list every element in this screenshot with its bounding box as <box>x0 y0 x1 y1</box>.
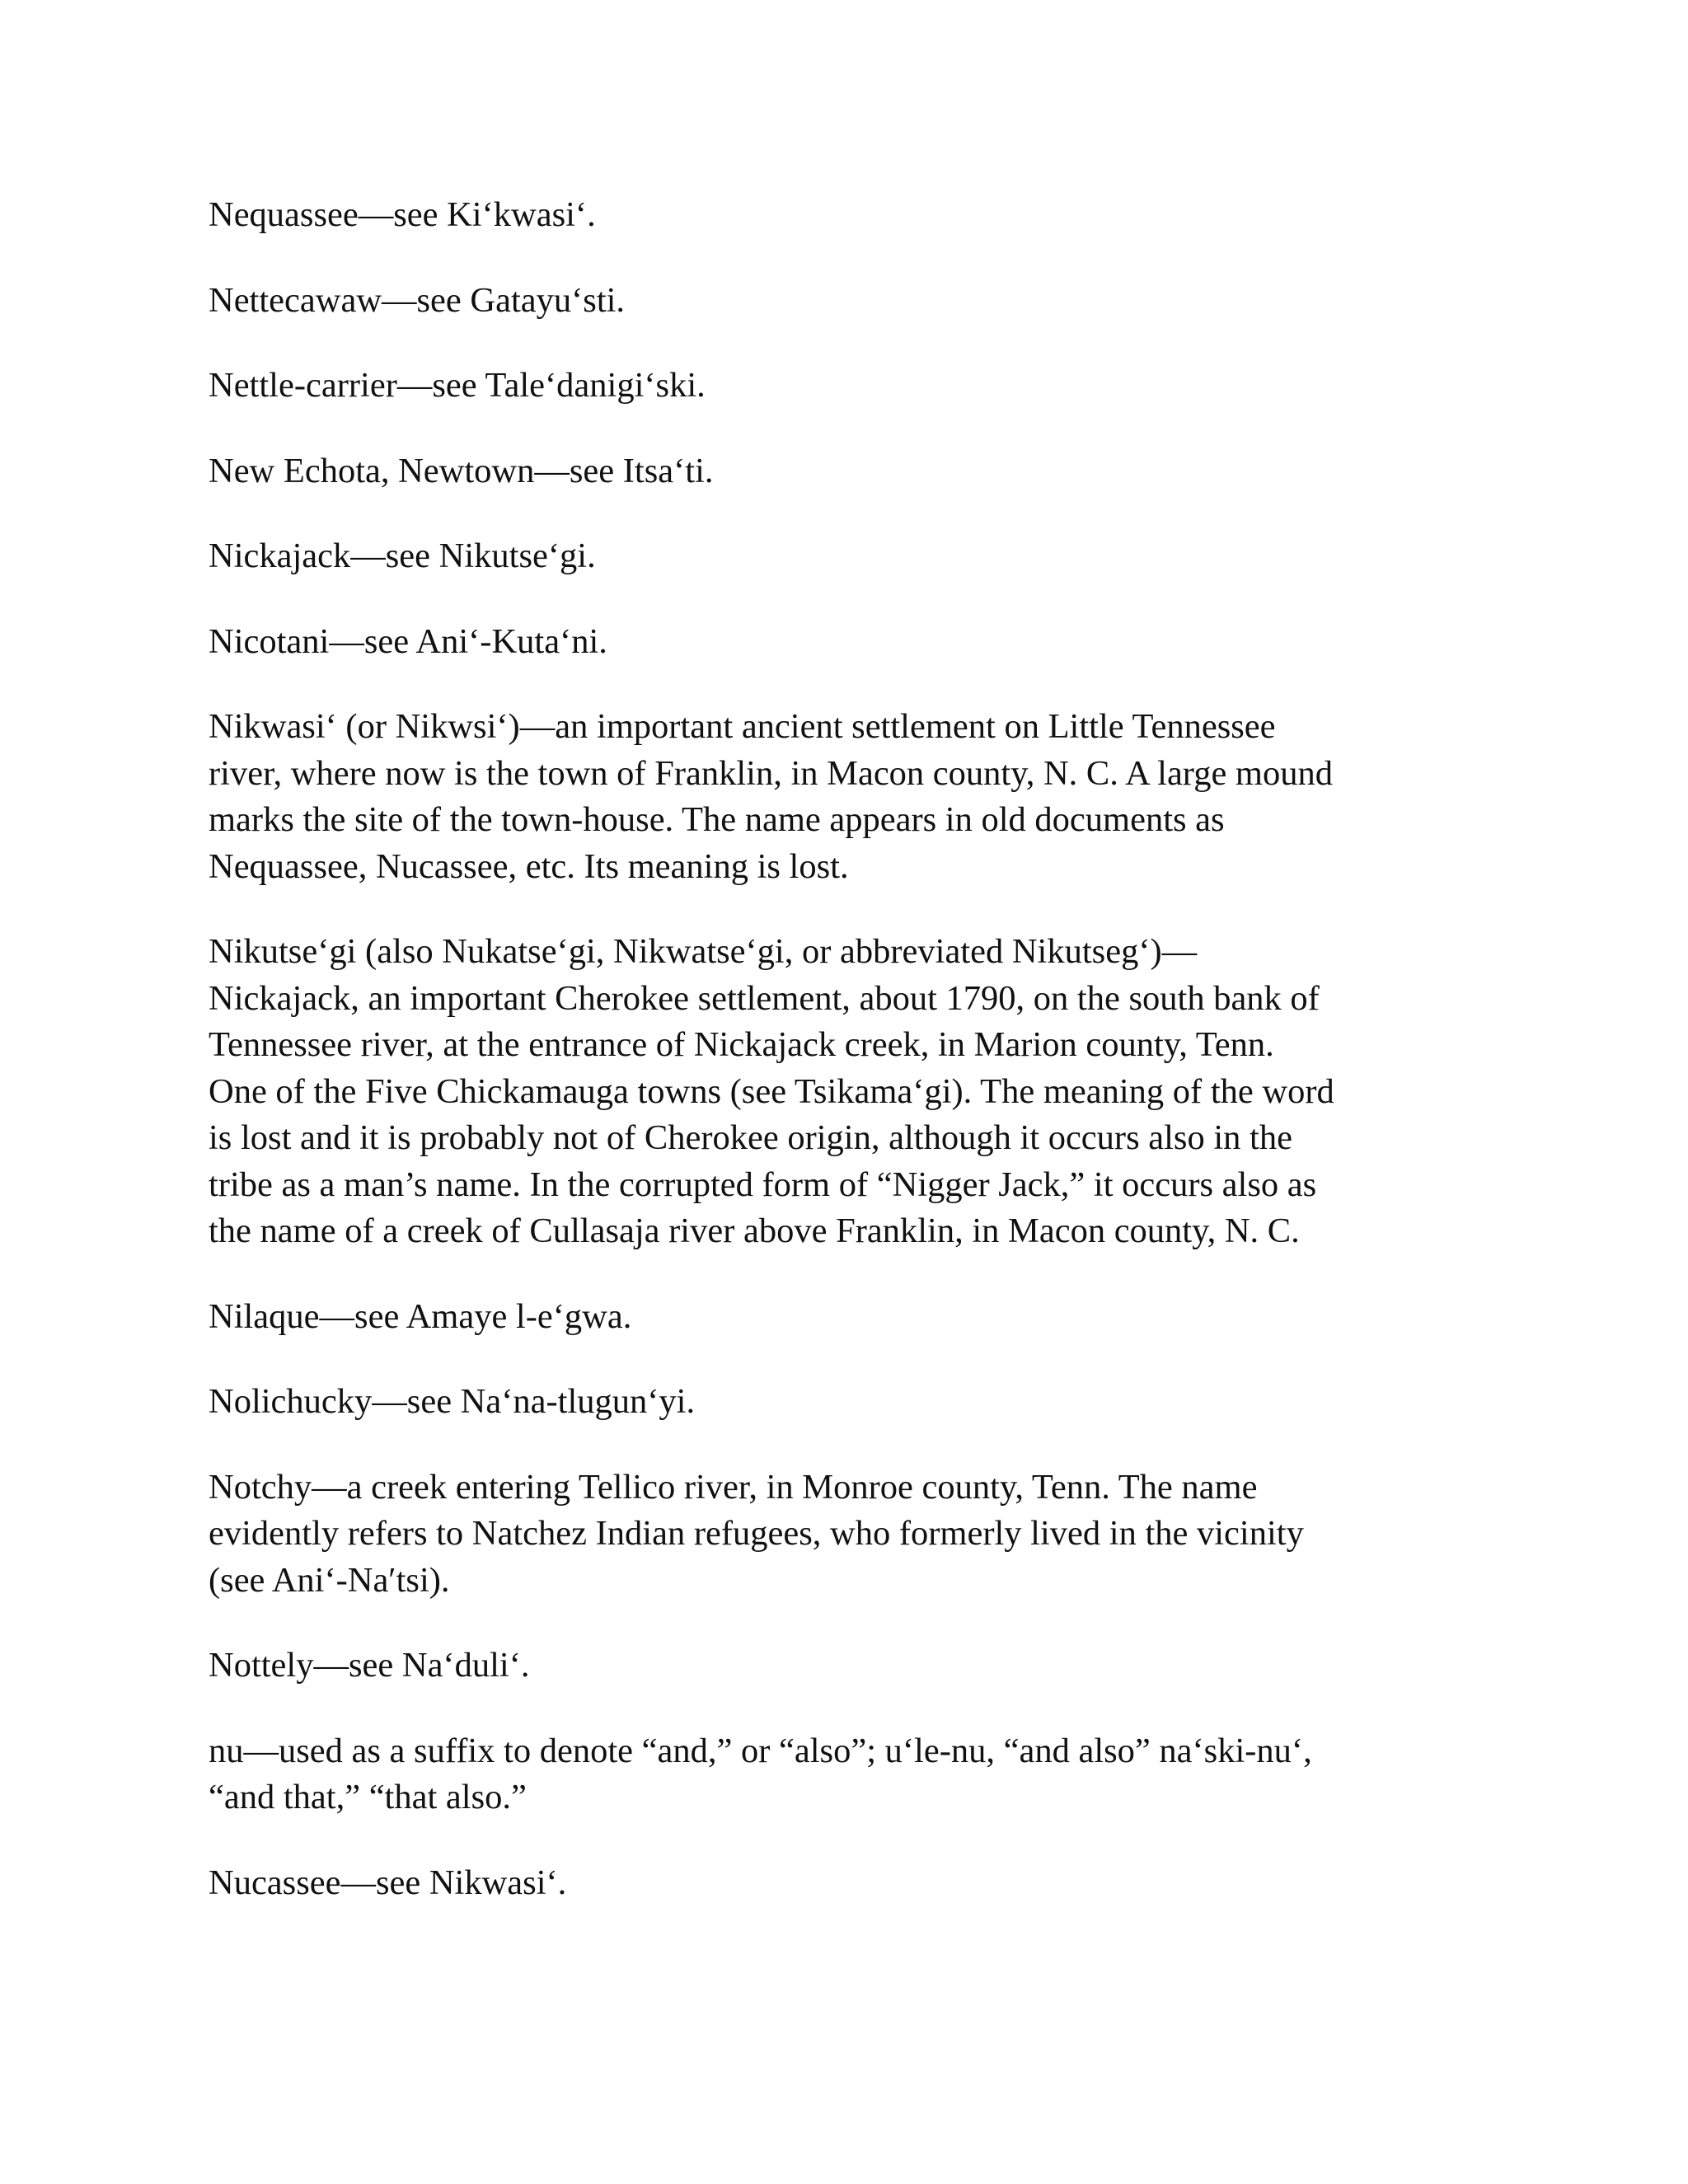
entry-nettle-carrier <box>209 363 1478 410</box>
entry-nequassee <box>209 192 1478 239</box>
entry-nickajack <box>209 533 1478 580</box>
entry-nu <box>209 1728 1478 1821</box>
entry-line: Nucassee—see Nikwasi‘. <box>209 1863 567 1902</box>
entry-line: Nottely—see Na‘duli‘. <box>209 1646 530 1685</box>
entry-new-echota <box>209 448 1478 495</box>
entry-line: is lost and it is probably not of Cherokee origin, although it occurs also in the <box>209 1118 1292 1157</box>
document-page <box>209 192 1478 1945</box>
entry-line: evidently refers to Natchez Indian refugees, who formerly lived in the vicinity <box>209 1514 1304 1553</box>
entry-nicotani <box>209 619 1478 666</box>
entry-line: New Echota, Newtown—see Itsa‘ti. <box>209 451 714 490</box>
entry-line: the name of a creek of Cullasaja river above Franklin, in Macon county, N. C. <box>209 1212 1300 1250</box>
entry-line: tribe as a man’s name. In the corrupted form of “Nigger Jack,” it occurs also as <box>209 1165 1317 1204</box>
entry-line: nu—used as a suffix to denote “and,” or “also”; u‘le-nu, “and also” na‘ski-nu‘, <box>209 1731 1312 1770</box>
entry-line: marks the site of the town-house. The name appears in old documents as <box>209 800 1225 839</box>
entry-nilaque <box>209 1294 1478 1341</box>
entry-notchy <box>209 1465 1478 1605</box>
entry-nikutsegi <box>209 929 1478 1255</box>
entry-line: river, where now is the town of Franklin, in Macon county, N. C. A large mound <box>209 753 1333 793</box>
entry-line: Nikutse‘gi (also Nukatse‘gi, Nikwatse‘gi, or abbreviated Nikutseg‘)— <box>209 932 1198 971</box>
entry-line: Nicotani—see Ani‘-Kuta‘ni. <box>209 621 607 661</box>
entry-line: Nickajack—see Nikutse‘gi. <box>209 537 596 575</box>
entry-line: Nolichucky—see Na‘na-tlugun‘yi. <box>209 1382 696 1421</box>
entry-line: Nequassee—see Ki‘kwasi‘. <box>209 195 596 234</box>
entry-line: Nettle-carrier—see Tale‘danigi‘ski. <box>209 366 706 405</box>
entry-line: Notchy—a creek entering Tellico river, in Monroe county, Tenn. The name <box>209 1467 1258 1507</box>
entry-line: (see Ani‘-Na′tsi). <box>209 1560 450 1600</box>
entry-nottely <box>209 1643 1478 1690</box>
entry-line: Nettecawaw—see Gatayu‘sti. <box>209 280 626 320</box>
entry-line: One of the Five Chickamauga towns (see Tsikama‘gi). The meaning of the word <box>209 1071 1334 1111</box>
entry-line: Nilaque—see Amaye l-e‘gwa. <box>209 1296 632 1336</box>
entry-nettecawaw <box>209 278 1478 325</box>
entry-line: Nickajack, an important Cherokee settlement, about 1790, on the south bank of <box>209 978 1320 1018</box>
entry-line: Nequassee, Nucassee, etc. Its meaning is lost. <box>209 846 849 886</box>
entry-nucassee <box>209 1860 1478 1907</box>
entry-line: Nikwasi‘ (or Nikwsi‘)—an important ancient settlement on Little Tennessee <box>209 707 1276 746</box>
entry-line: Tennessee river, at the entrance of Nickajack creek, in Marion county, Tenn. <box>209 1025 1274 1064</box>
entry-nolichucky <box>209 1379 1478 1426</box>
entry-line: “and that,” “that also.” <box>209 1778 527 1816</box>
entry-nikwasi <box>209 704 1478 890</box>
